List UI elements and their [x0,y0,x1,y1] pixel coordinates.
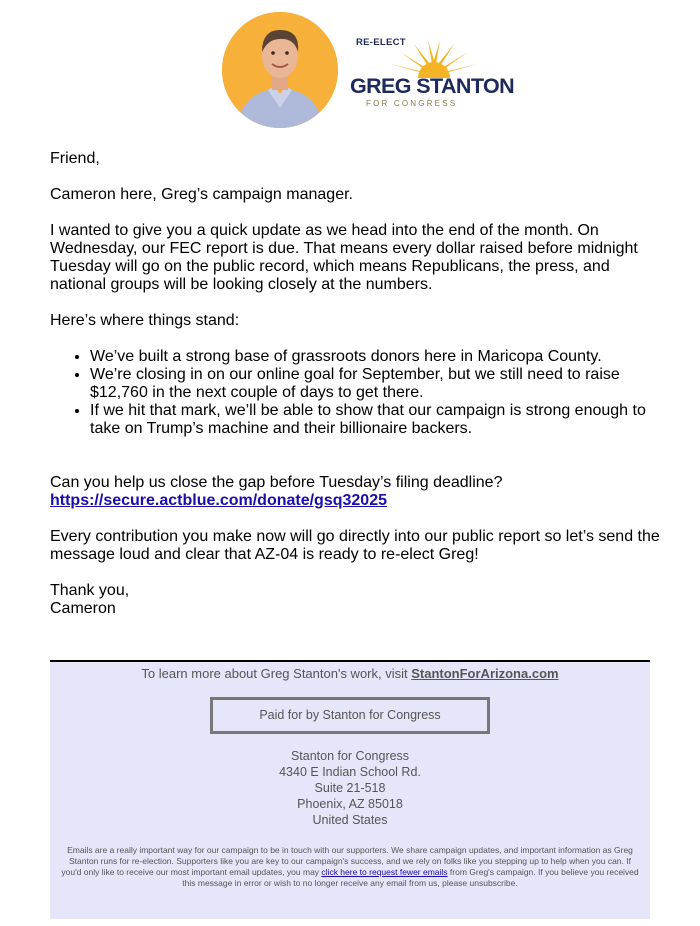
donate-link[interactable]: https://secure.actblue.com/donate/gsq32025 [50,492,387,509]
website-link[interactable]: StantonForArizona.com [411,666,559,681]
mailing-address [50,748,650,828]
email-footer [50,660,650,919]
fine-print [60,845,640,889]
address-line: 4340 E Indian School Rd. [279,765,421,779]
address-line: United States [312,813,388,827]
signoff-block [50,582,660,618]
list-item: • If we hit that mark, we’ll be able to show that our campaign is strong enough to take on Trump’s machine and their billionaire backers. [90,402,660,438]
ask-paragraph [50,474,660,510]
email-header [0,0,700,140]
fewer-emails-link[interactable]: click here to request fewer emails [321,867,448,877]
signoff-text: Thank you, [50,582,130,599]
fine-print-text: Emails are a really important way for our campaign to be in touch with our supporters. We share campaign updates, and important information as Greg Stanton runs for re-election. Supporters like you are key to our campaign's success, and we rely on folks like you stepping up to help when you can. If you'd only like to receive our most important email updates, you may [61,845,633,877]
email-body [50,150,660,636]
greeting: Friend, [50,150,100,167]
logo-reelect-text: RE-ELECT [356,37,406,48]
candidate-photo [222,12,338,128]
update-paragraph: I wanted to give you a quick update as we head into the end of the month. On Wednesday, our FEC report is due. That means every dollar raised before midnight Tuesday will go on the public record, which means Republicans, the press, and national groups will be looking closely at the numbers. [50,222,638,293]
address-line: Suite 21-518 [314,781,386,795]
paid-for-disclaimer: Paid for by Stanton for Congress [210,697,490,734]
status-heading: Here’s where things stand: [50,312,240,329]
ask-text: Can you help us close the gap before Tuesday’s filing deadline? [50,474,503,491]
logo-name-text: GREG STANTON [350,74,515,98]
fine-print-text-end: from Greg's campaign. If you believe you received this message in error or wish to no longer receive any email from us, please unsubscribe. [182,867,639,888]
signature-text: Cameron [50,600,116,617]
list-item: • We’ve built a strong base of grassroots donors here in Maricopa County. [90,348,660,366]
footer-learn-more [50,666,650,681]
closing-paragraph: Every contribution you make now will go directly into our public report so let’s send the message loud and clear that AZ-04 is ready to re-elect Greg! [50,528,660,563]
candidate-portrait-illustration [222,12,338,128]
status-list [50,348,660,438]
address-line: Stanton for Congress [290,749,410,763]
list-item: • We’re closing in on our online goal for September, but we still need to raise $12,760 in the next couple of days to get there. [90,366,660,402]
campaign-logo [350,30,515,112]
logo-subtitle-text: FOR CONGRESS [366,99,458,108]
footer-learn-text: To learn more about Greg Stanton's work, visit [141,666,412,681]
address-line: Phoenix, AZ 85018 [297,797,403,811]
intro-paragraph: Cameron here, Greg’s campaign manager. [50,186,353,203]
